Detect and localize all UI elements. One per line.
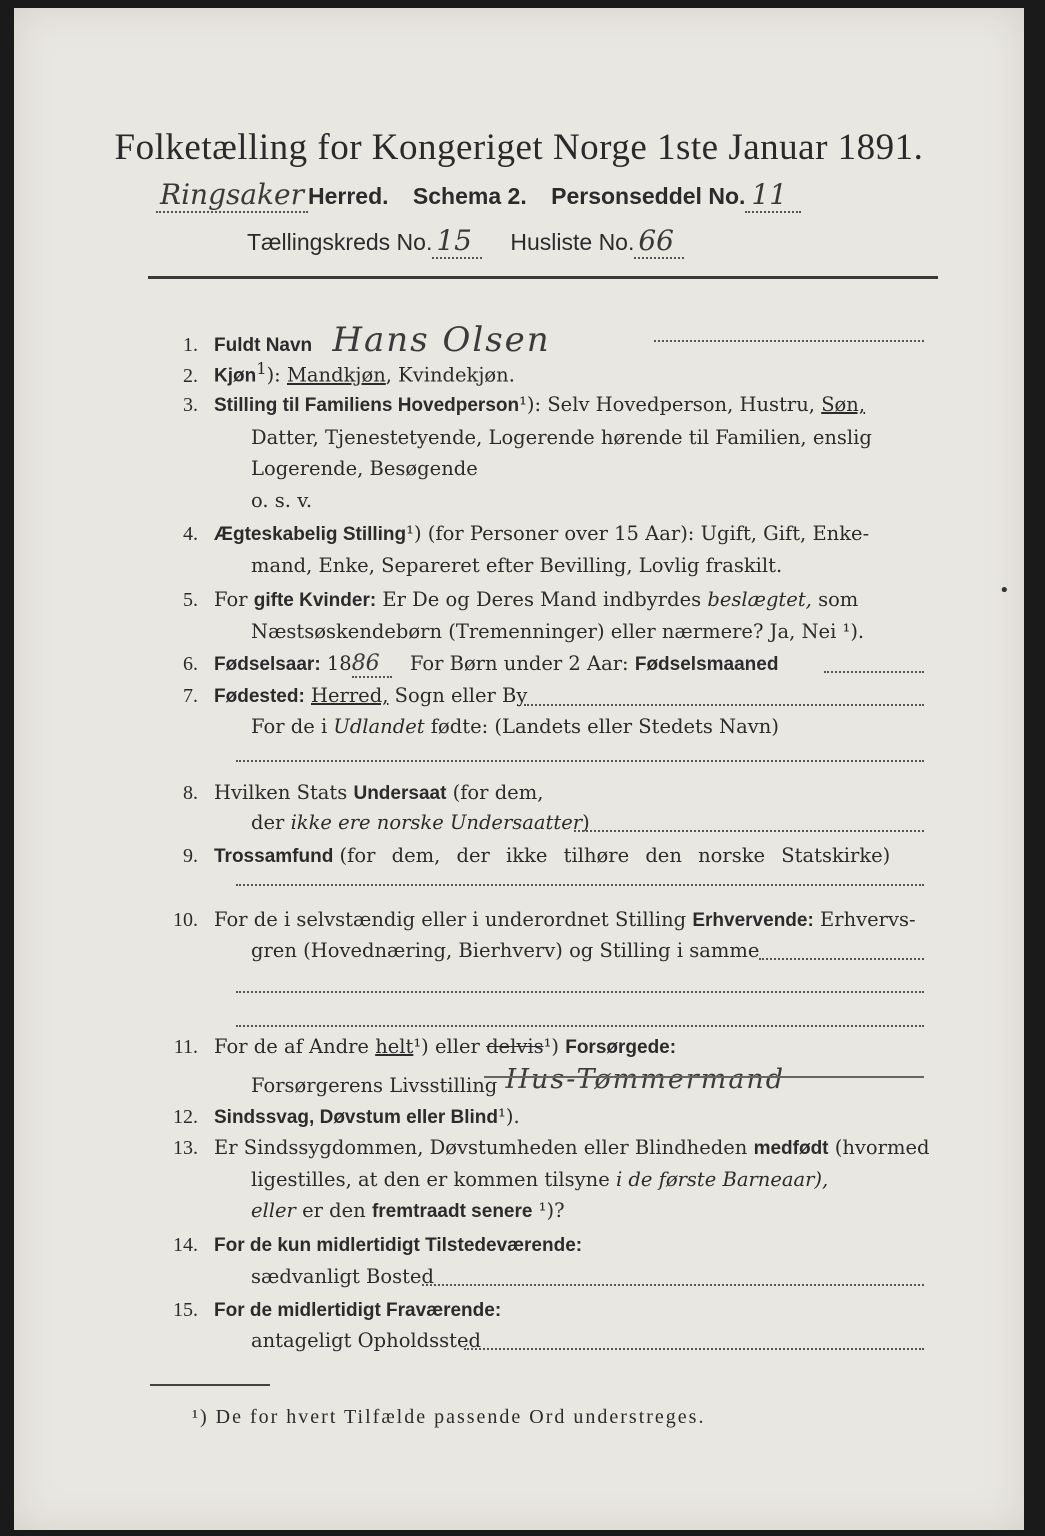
item-3-label: Stilling til Familiens Hovedperson <box>214 395 520 416</box>
item-13-text-c: ligestilles, at den er kommen tilsyne <box>251 1168 610 1191</box>
item-10-fill-line-1 <box>759 958 924 960</box>
personseddel-label: Personseddel No. <box>551 183 746 209</box>
herred-label: Herred. <box>307 183 389 209</box>
item-15-fill-line <box>464 1348 924 1350</box>
item-6-fill-line <box>824 671 924 673</box>
item-7-number: 7. <box>183 685 198 707</box>
item-8-fill-line <box>574 830 924 832</box>
husliste-handwritten: 66 <box>634 224 684 259</box>
item-7-fill-line <box>524 704 924 706</box>
item-11-occupation-handwritten: Hus-Tømmermand <box>505 1064 786 1095</box>
item-13-text-f: er den <box>302 1199 366 1222</box>
item-12-number: 12. <box>173 1106 198 1128</box>
herred-handwritten: Ringsaker <box>156 178 308 213</box>
item-5-question-line2: Næstsøskendebørn (Tremenninger) eller nærmere? Ja, Nei ¹). <box>251 620 865 643</box>
item-5-label: gifte Kvinder: <box>253 590 377 611</box>
item-15-number: 15. <box>173 1299 198 1321</box>
item-1-name-handwritten: Hans Olsen <box>332 320 551 360</box>
item-13-row <box>142 1136 929 1160</box>
item-9-fill-line <box>236 884 924 886</box>
kreds-handwritten: 15 <box>432 224 482 259</box>
item-9-row <box>142 844 890 868</box>
form-title: Folketælling for Kongeriget Norge 1ste Januar 1891. <box>114 127 924 168</box>
item-2-row: 2. Kjøn$^1$): Mandkjøn, Kvindekjøn. <box>142 359 515 388</box>
item-5-prefix: For <box>214 588 248 611</box>
kreds-label: Tællingskreds No. <box>247 229 433 255</box>
item-1-label: Fuldt Navn <box>214 335 313 356</box>
item-3-options-c: Logerende, Besøgende <box>251 457 478 480</box>
ink-dot-mark: • <box>999 580 1010 601</box>
item-8-text-a: Hvilken Stats <box>214 781 348 804</box>
item-7-line2 <box>251 715 779 738</box>
item-13-text-b: (hvormed <box>834 1136 930 1159</box>
item-7-abroad-a: For de i <box>251 715 328 738</box>
item-4-label: Ægteskabelig Stilling <box>214 524 407 545</box>
item-13-text-d: i de første Barneaar), <box>615 1168 829 1191</box>
item-4-options-b: mand, Enke, Separeret efter Bevilling, Lovlig fraskilt. <box>251 554 783 577</box>
item-5-question-c: som <box>818 588 859 611</box>
item-11-label: Forsørgede: <box>565 1037 677 1058</box>
item-11-fill-line <box>484 1076 924 1078</box>
item-8-label: Undersaat <box>353 783 447 804</box>
item-14-number: 14. <box>173 1234 198 1256</box>
schema-label: Schema 2. <box>412 183 527 209</box>
item-11-line2 <box>251 1064 786 1099</box>
item-2-option-female: Kvindekjøn. <box>398 363 515 387</box>
item-14-row <box>142 1233 582 1257</box>
item-3-options-b: Datter, Tjenestetyende, Logerende hørende til Familien, enslig <box>251 426 872 449</box>
item-11-option-delvis: delvis <box>486 1035 544 1058</box>
item-6-number: 6. <box>183 653 198 675</box>
item-8-number: 8. <box>183 782 198 804</box>
item-12-row: 12. Sindssvag, Døvstum eller Blind¹). <box>142 1105 520 1129</box>
husliste-label: Husliste No. <box>510 229 635 255</box>
item-14-label: For de kun midlertidigt Tilstedeværende: <box>214 1235 583 1256</box>
item-10-text-b: Erhvervs- <box>820 908 916 931</box>
item-11-text-c: Forsørgerens Livsstilling <box>251 1074 498 1097</box>
item-13-text-a: Er Sindssygdommen, Døvstumheden eller Blindheden <box>214 1136 748 1159</box>
header-line-kreds <box>247 224 684 257</box>
item-6-label: Fødselsaar: <box>214 654 321 675</box>
personseddel-handwritten: 11 <box>745 178 801 213</box>
item-6-year-prefix: 18 <box>326 652 352 675</box>
item-11-option-helt: helt <box>375 1035 414 1058</box>
item-9-text: (for dem, der ikke tilhøre den norske Statskirke) <box>339 844 891 867</box>
item-5-question-a: Er De og Deres Mand indbyrdes <box>382 588 702 611</box>
item-15-row <box>142 1298 501 1322</box>
item-6-year-handwritten: 86 <box>352 651 392 678</box>
item-5-number: 5. <box>183 589 198 611</box>
item-7-options-rest: Sogn eller By <box>394 684 528 707</box>
item-13-text-e: eller <box>251 1199 296 1222</box>
item-8-text-c: der <box>251 811 285 834</box>
item-13-number: 13. <box>173 1137 198 1159</box>
item-6-infant-note: For Børn under 2 Aar: <box>409 652 629 675</box>
item-4-number: 4. <box>183 523 198 545</box>
item-5-question-b: beslægtet, <box>707 588 812 611</box>
item-8-line2: der ikke ere norske Undersaatter) <box>251 811 590 834</box>
item-6-row <box>142 651 778 676</box>
item-10-text-a: For de i selvstændig eller i underordnet Stilling <box>214 908 687 931</box>
item-2-option-male: Mandkjøn <box>286 363 386 387</box>
item-1-number: 1. <box>183 334 198 356</box>
item-9-label: Trossamfund <box>214 846 334 867</box>
item-4-row: 4. Ægteskabelig Stilling¹) (for Personer over 15 Aar): Ugift, Gift, Enke- <box>142 522 869 546</box>
item-13-text-g: ¹)? <box>538 1199 565 1222</box>
item-6-month-label: Fødselsmaaned <box>634 654 779 675</box>
item-10-label: Erhvervende: <box>692 910 814 931</box>
item-10-number: 10. <box>173 909 198 931</box>
item-7-option-herred: Herred, <box>310 684 389 707</box>
item-11-text-b: eller <box>434 1035 480 1058</box>
item-14-fill-line <box>422 1284 924 1286</box>
item-11-number: 11. <box>173 1036 198 1058</box>
item-7-abroad-c: fødte: (Landets eller Stedets Navn) <box>430 715 779 738</box>
item-14-text: sædvanligt Bosted <box>251 1265 434 1288</box>
item-7-row <box>142 684 527 708</box>
item-4-options-a: (for Personer over 15 Aar): Ugift, Gift, Enke- <box>427 522 870 545</box>
header-line-herred <box>156 178 801 211</box>
item-10-text-c: gren (Hovednæring, Bierhverv) og Stilling i samme <box>251 939 760 962</box>
item-5-row <box>142 588 858 612</box>
census-form-sheet <box>14 8 1024 1530</box>
footnote-divider <box>150 1384 270 1386</box>
item-3-number: 3. <box>183 394 198 416</box>
item-1-row <box>142 320 551 360</box>
item-8-text-b: (for dem, <box>452 781 544 804</box>
footnote: ¹) De for hvert Tilfælde passende Ord understreges. <box>192 1406 706 1428</box>
item-10-fill-line-3 <box>236 1025 924 1027</box>
item-15-text: antageligt Opholdssted <box>251 1329 482 1352</box>
item-8-row <box>142 781 543 805</box>
item-7-abroad-b: Udlandet <box>333 715 425 738</box>
item-7-label: Fødested: <box>214 686 305 707</box>
item-13-label-2: fremtraadt senere <box>371 1201 533 1222</box>
item-3-option-son: Søn, <box>821 393 866 416</box>
item-2-footnote-mark: 1 <box>256 359 267 378</box>
item-11-text-a: For de af Andre <box>214 1035 369 1058</box>
item-3-row: 3. Stilling til Familiens Hovedperson¹): Selv Hovedperson, Hustru, Søn, <box>142 393 865 417</box>
item-10-row <box>142 908 916 932</box>
item-8-text-d: ikke ere norske Undersaatter <box>290 811 583 834</box>
item-10-fill-line-2 <box>236 991 924 993</box>
header-divider <box>148 276 938 279</box>
item-2-label: Kjøn <box>214 365 257 387</box>
item-9-number: 9. <box>183 845 198 867</box>
item-3-options-d: o. s. v. <box>251 489 313 512</box>
item-3-options-a: Selv Hovedperson, Hustru, <box>547 393 815 416</box>
item-13-line2 <box>251 1168 828 1191</box>
item-15-label: For de midlertidigt Fraværende: <box>214 1300 502 1321</box>
item-7-fill-line-2 <box>236 760 924 762</box>
item-11-row: 11. For de af Andre helt¹) eller delvis¹) Forsørgede: <box>142 1035 676 1059</box>
item-13-label: medfødt <box>753 1138 829 1159</box>
item-2-number: 2. <box>183 364 198 387</box>
item-1-fill-line <box>654 340 924 342</box>
item-12-label: Sindssvag, Døvstum eller Blind <box>214 1107 499 1128</box>
item-13-line3 <box>251 1199 565 1223</box>
